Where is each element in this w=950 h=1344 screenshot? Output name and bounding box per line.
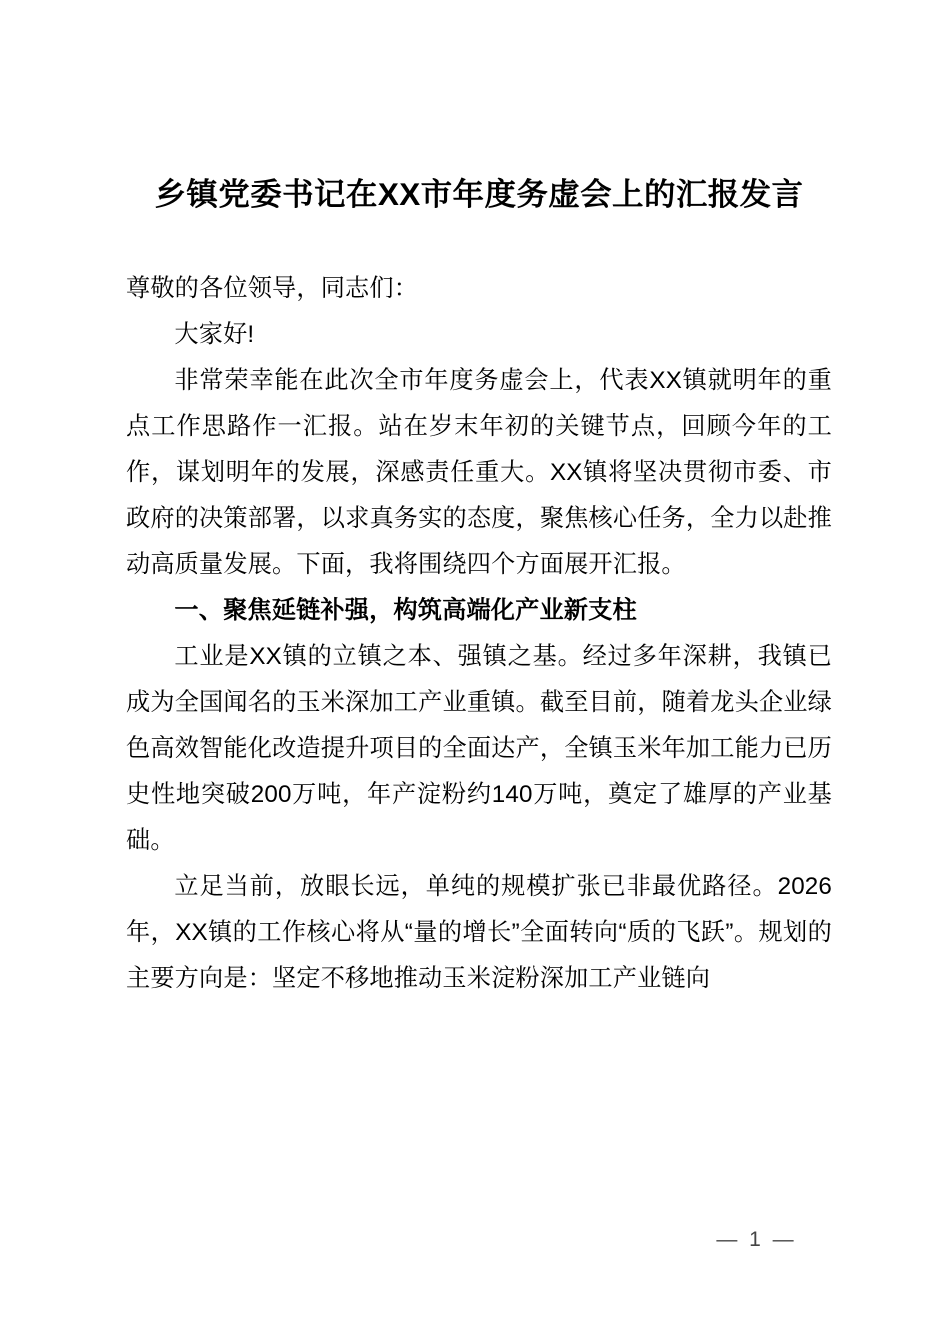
page-footer	[0, 1228, 950, 1252]
greeting-line: 大家好!	[174, 320, 255, 348]
intro-paragraph: 非常荣幸能在此次全市年度务虚会上，代表XX镇就明年的重点工作思路作一汇报。站在岁末年初的关键节点，回顾今年的工作，谋划明年的发展，深感责任重大。XX镇将坚决贯彻市委、市政府的决策部署，以求真务实的态度，聚焦核心任务，全力以赴推动高质量发展。下面，我将围绕四个方面展开汇报。	[126, 366, 832, 578]
section-paragraph-1: 工业是XX镇的立镇之本、强镇之基。经过多年深耕，我镇已成为全国闻名的玉米深加工产业重镇。截至目前，随着龙头企业绿色高效智能化改造提升项目的全面达产，全镇玉米年加工能力已历史性地突破200万吨，年产淀粉约140万吨，奠定了雄厚的产业基础。	[126, 642, 832, 854]
section-paragraph-2: 立足当前，放眼长远，单纯的规模扩张已非最优路径。2026年，XX镇的工作核心将从“量的增长”全面转向“质的飞跃”。规划的主要方向是：坚定不移地推动玉米淀粉深加工产业链向	[126, 872, 832, 992]
salutation-line: 尊敬的各位领导，同志们：	[126, 274, 419, 302]
title-spacer	[126, 217, 832, 266]
section-heading-one: 一、聚焦延链补强，构筑高端化产业新支柱	[174, 596, 637, 624]
page-title: 乡镇党委书记在XX市年度务虚会上的汇报发言	[154, 176, 804, 212]
document-body	[126, 172, 832, 1002]
page-number: — 1 —	[716, 1228, 797, 1251]
